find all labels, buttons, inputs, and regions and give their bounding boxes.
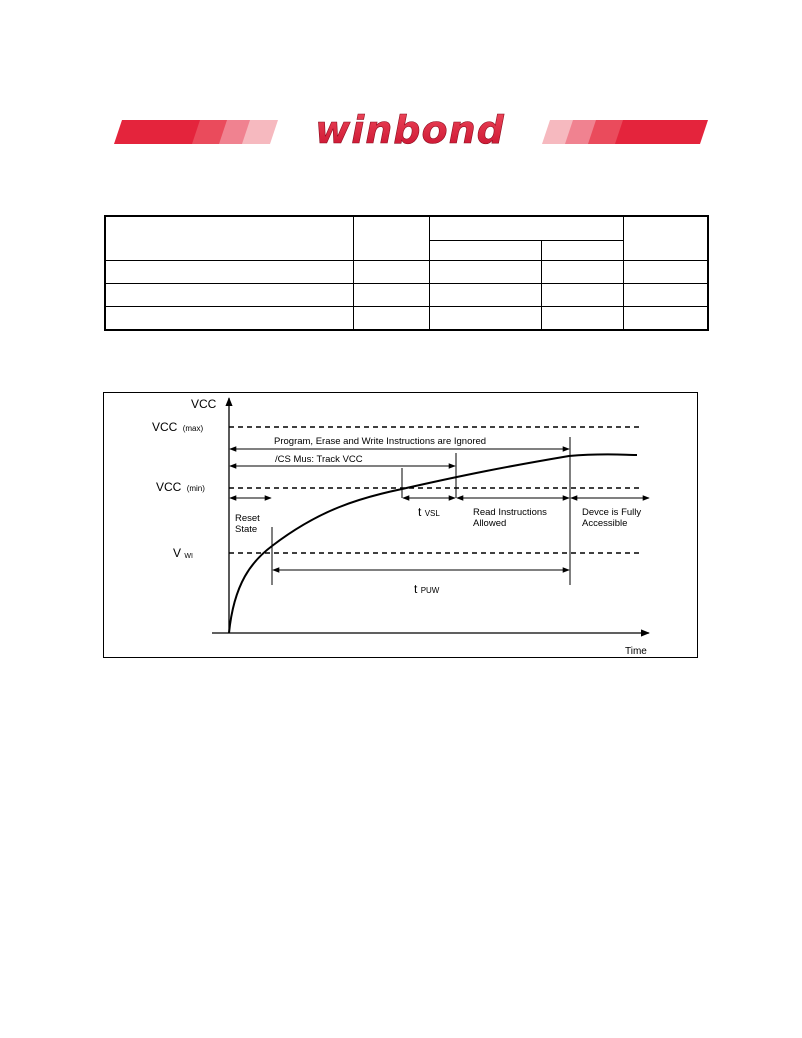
table-header-row (105, 216, 708, 241)
tvsl-label: t VSL (418, 505, 440, 519)
table-cell (541, 261, 623, 284)
brand-name: winbond (315, 112, 505, 152)
vcc-ramp-curve (229, 454, 637, 633)
table-cell (429, 284, 541, 307)
table-row (105, 261, 708, 284)
device-accessible-label: Devce is Fully Accessible (582, 507, 642, 529)
reset-state-label: Reset State (235, 513, 260, 535)
table-cell (353, 284, 429, 307)
table-cell (105, 261, 353, 284)
table-cell (623, 307, 708, 331)
table-cell (623, 284, 708, 307)
vcc-max-label: VCC (max) (152, 420, 204, 434)
vwi-label: V WI (173, 546, 193, 560)
table-cell (353, 307, 429, 331)
header-cell (353, 216, 429, 261)
table-cell (353, 261, 429, 284)
table-cell (623, 261, 708, 284)
power-up-timing-diagram (103, 392, 698, 658)
x-axis-label: Time (625, 646, 647, 657)
table-cell (105, 284, 353, 307)
logo-stripes-left (114, 120, 278, 144)
header-cell (541, 241, 623, 261)
ignored-span-label: Program, Erase and Write Instructions are Ignored (274, 436, 487, 447)
table-cell (541, 307, 623, 331)
read-allowed-label: Read Instructions Allowed (473, 507, 547, 529)
vcc-min-label: VCC (min) (156, 480, 205, 494)
tpuw-label: t PUW (414, 582, 440, 596)
table-row (105, 307, 708, 331)
track-vcc-span-label: /CS Mus: Track VCC (275, 454, 363, 465)
y-axis-label: VCC (191, 397, 217, 411)
table-cell (429, 261, 541, 284)
table-cell (429, 307, 541, 331)
logo-stripes-right (542, 120, 708, 144)
table-cell (105, 307, 353, 331)
winbond-logo (110, 112, 710, 152)
spec-table (104, 215, 709, 331)
header-cell (105, 216, 353, 261)
table-cell (541, 284, 623, 307)
diagram-canvas (104, 393, 699, 659)
header-cell (429, 216, 623, 241)
table-row (105, 284, 708, 307)
header-cell (429, 241, 541, 261)
header-cell (623, 216, 708, 261)
